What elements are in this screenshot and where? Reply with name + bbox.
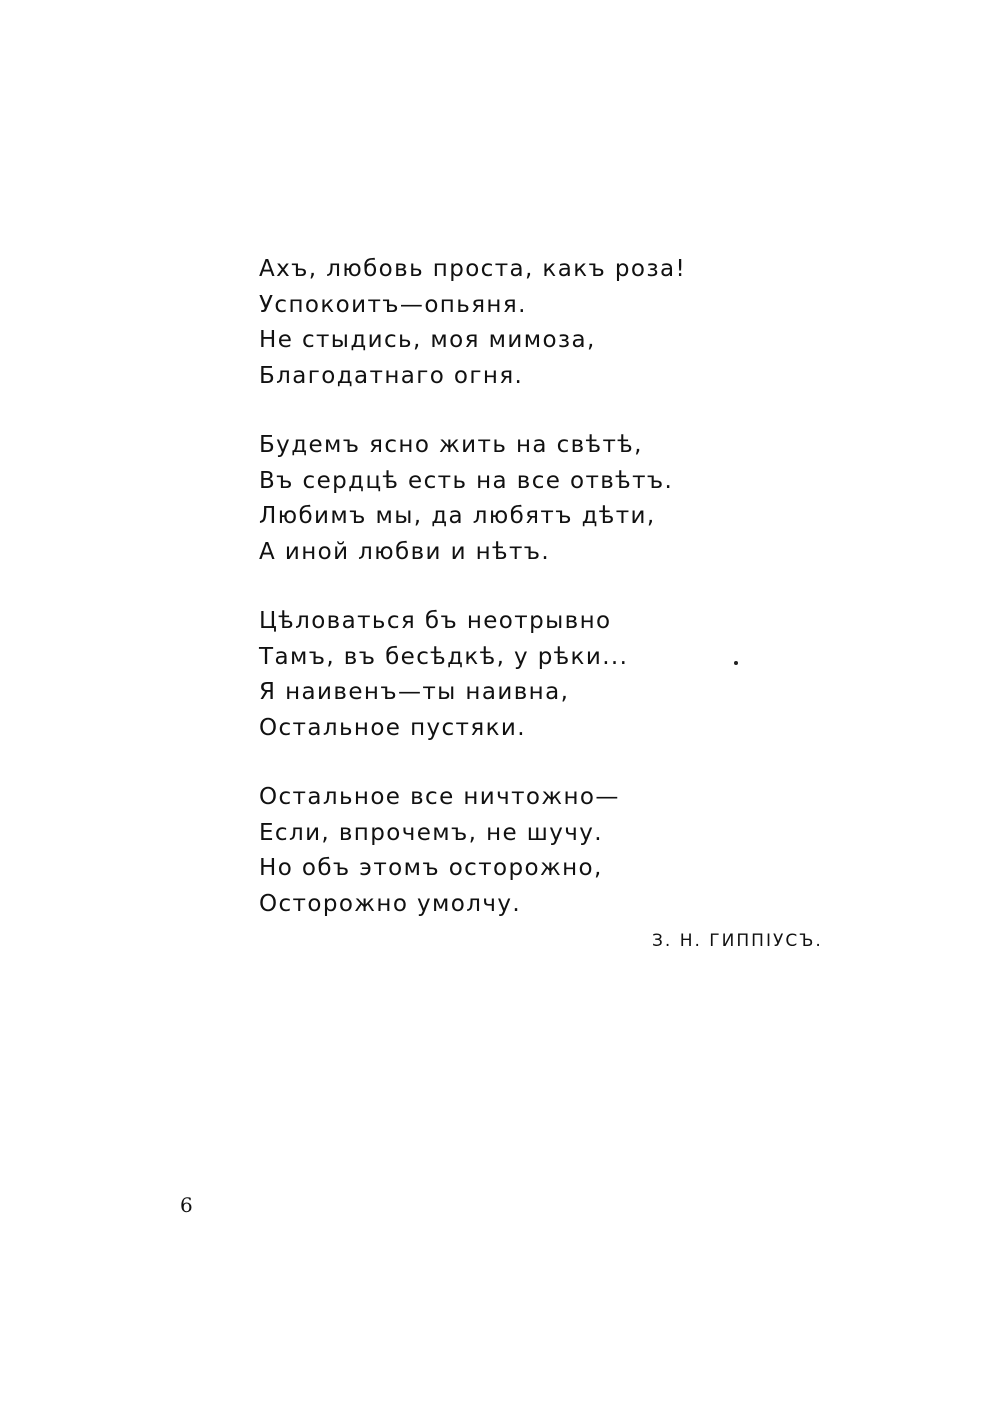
poem-line: Я наивенъ—ты наивна, <box>259 679 570 705</box>
stanza-3 <box>259 604 819 746</box>
author-signature: З. Н. ГИППІУСЪ. <box>652 931 823 951</box>
page-number: 6 <box>180 1193 193 1217</box>
poem-line: Тамъ, въ бесѣдкѣ, у рѣки... <box>259 643 629 670</box>
poem-line: Успокоитъ—опьяня. <box>259 291 527 318</box>
poem-line: Не стыдись, моя мимоза, <box>259 327 596 353</box>
poem-line: Благодатнаго огня. <box>259 362 524 389</box>
poem <box>259 252 819 956</box>
poem-line: Если, впрочемъ, не шучу. <box>259 819 603 846</box>
stanza-4 <box>259 780 819 922</box>
stanza-2 <box>259 428 819 570</box>
poem-line: Остальное все ничтожно— <box>259 784 620 810</box>
poem-line: Будемъ ясно жить на свѣтѣ, <box>259 432 643 458</box>
ink-speck <box>734 661 738 665</box>
poem-line: Но объ этомъ осторожно, <box>259 855 603 881</box>
poem-line: Осторожно умолчу. <box>259 890 522 917</box>
poem-line: Остальное пустяки. <box>259 714 526 741</box>
poem-line: Любимъ мы, да любятъ дѣти, <box>259 503 656 529</box>
stanza-1 <box>259 252 819 394</box>
poem-line: Ахъ, любовь проста, какъ роза! <box>259 256 687 282</box>
poem-line: Въ сердцѣ есть на все отвѣтъ. <box>259 467 674 494</box>
poem-line: А иной любви и нѣтъ. <box>259 538 551 565</box>
poem-line: Цѣловаться бъ неотрывно <box>259 608 612 634</box>
